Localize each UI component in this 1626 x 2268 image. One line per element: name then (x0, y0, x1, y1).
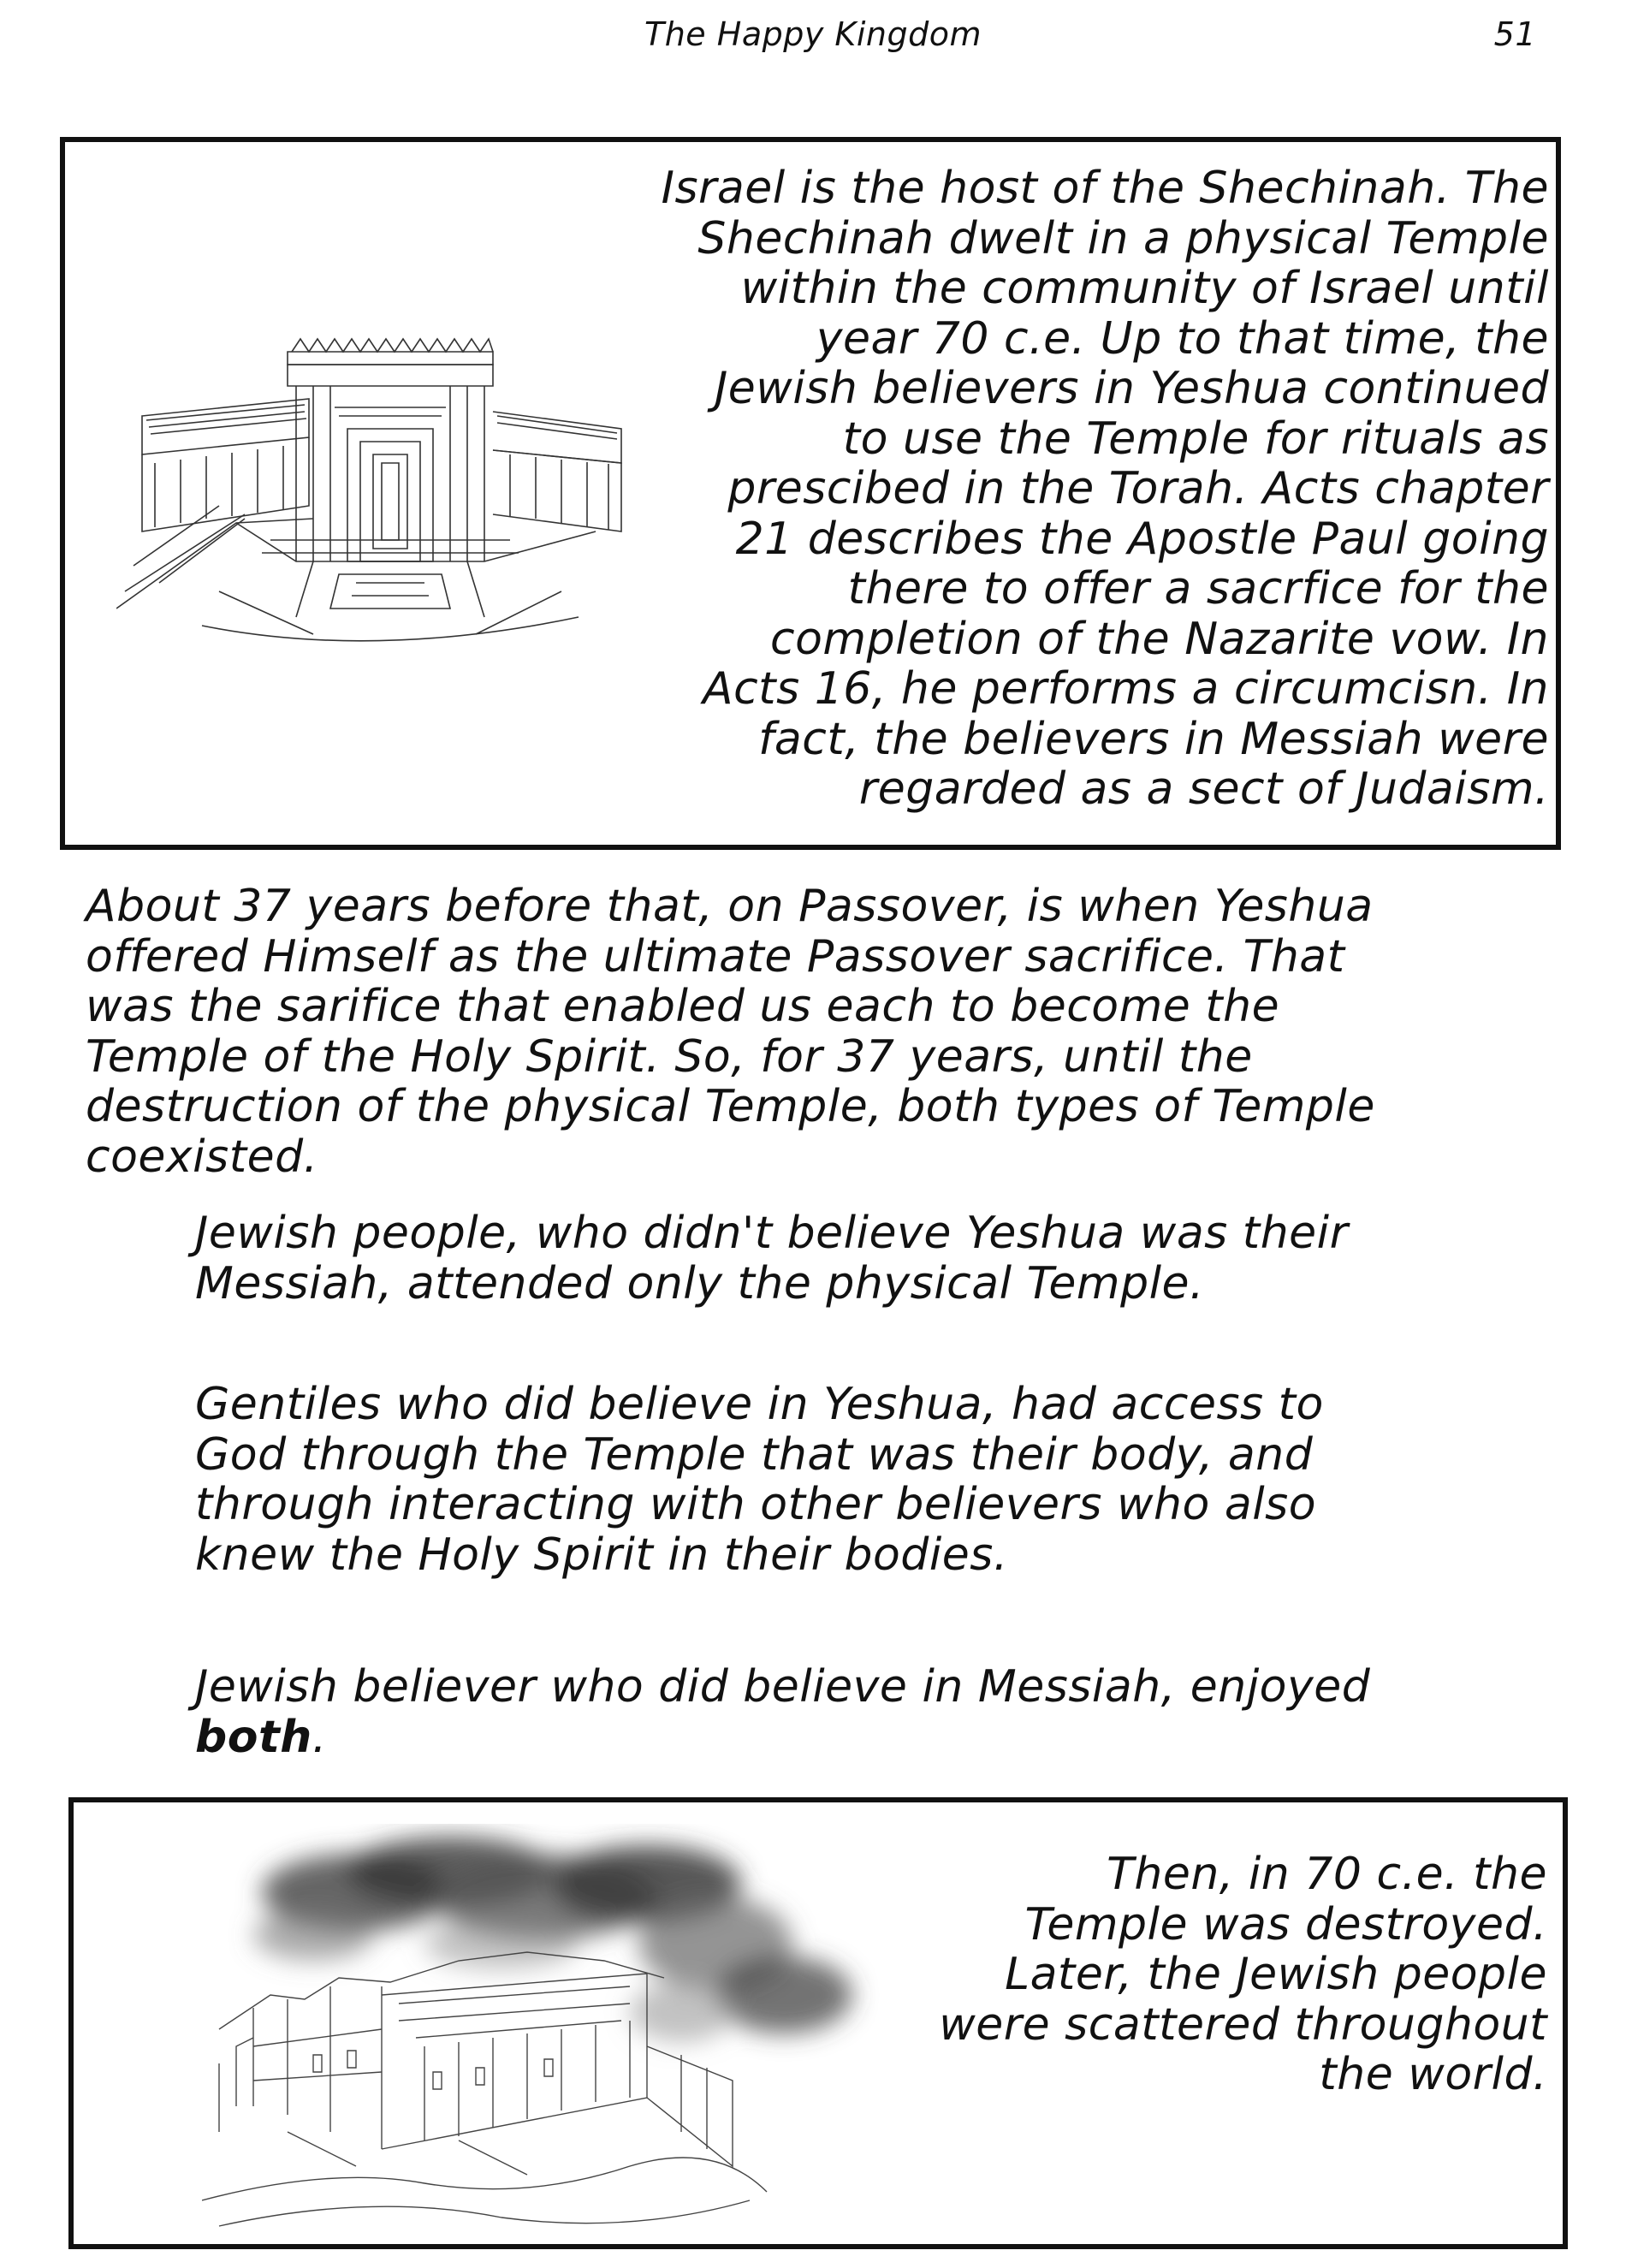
text-line: prescibed in the Torah. Acts chapter (727, 463, 1549, 514)
destruction-panel-text (897, 1849, 1547, 2100)
text-line: fact, the believers in Messiah were (758, 713, 1549, 765)
text-line: within the community of Israel until (740, 263, 1549, 314)
text-line: regarded as a sect of Judaism. (858, 763, 1549, 815)
text-line: the world. (1319, 2049, 1547, 2100)
intro-paragraph (86, 882, 1540, 1182)
text-line: About 37 years before that, on Passover, is when Yeshua (86, 881, 1374, 932)
text-line: year 70 c.e. Up to that time, the (816, 312, 1549, 365)
text-line: knew the Holy Spirit in their bodies. (195, 1529, 1008, 1581)
text-line: Gentiles who did believe in Yeshua, had access to (195, 1379, 1324, 1430)
burning-city-illustration (202, 1824, 955, 2235)
jewish-believer-paragraph (195, 1662, 1522, 1762)
temple-illustration (116, 335, 630, 660)
running-title: The Happy Kingdom (644, 15, 982, 53)
jewish-people-paragraph (195, 1208, 1522, 1309)
text-line: Temple of the Holy Spirit. So, for 37 years, until the (86, 1030, 1253, 1083)
text-line (195, 1713, 1522, 1763)
gentiles-paragraph (195, 1380, 1522, 1580)
text-line: destruction of the physical Temple, both types of Temple (86, 1081, 1375, 1132)
text-line: Jewish people, who didn't believe Yeshua was their (195, 1208, 1349, 1259)
text-line: to use the Temple for rituals as (842, 413, 1549, 465)
text-line: Then, in 70 c.e. the (1107, 1849, 1547, 1900)
page-number: 51 (1493, 15, 1536, 53)
temple-panel-text (642, 163, 1549, 815)
smoke-clouds (253, 1837, 852, 2042)
sentence-end: . (312, 1711, 327, 1763)
text-line: completion of the Nazarite vow. In (770, 613, 1549, 665)
text-line: Jewish believer who did believe in Messiah, enjoyed (195, 1661, 1371, 1713)
text-line: were scattered throughout (939, 1998, 1547, 2051)
temple-panel (60, 137, 1561, 850)
text-line: 21 describes the Apostle Paul going (735, 513, 1549, 565)
text-line: was the sarifice that enabled us each to become the (86, 981, 1280, 1032)
text-line: Messiah, attended only the physical Temple. (195, 1257, 1205, 1309)
text-line: there to offer a sacrfice for the (847, 563, 1549, 614)
text-line: coexisted. (86, 1131, 318, 1183)
text-line: offered Himself as the ultimate Passover sacrifice. That (86, 930, 1345, 983)
text-line: Acts 16, he performs a circumcisn. In (703, 663, 1549, 715)
text-line: Shechinah dwelt in a physical Temple (697, 212, 1549, 264)
text-line: Jewish believers in Yeshua continued (714, 363, 1549, 414)
destruction-panel (68, 1797, 1568, 2249)
emphasis-both: both (195, 1711, 312, 1763)
text-line: God through the Temple that was their body, and (195, 1428, 1314, 1481)
text-line: Later, the Jewish people (1005, 1949, 1547, 2000)
text-line: through interacting with other believers who also (195, 1479, 1317, 1530)
text-line: Israel is the host of the Shechinah. The (661, 163, 1549, 214)
text-line: Temple was destroyed. (1024, 1898, 1547, 1950)
